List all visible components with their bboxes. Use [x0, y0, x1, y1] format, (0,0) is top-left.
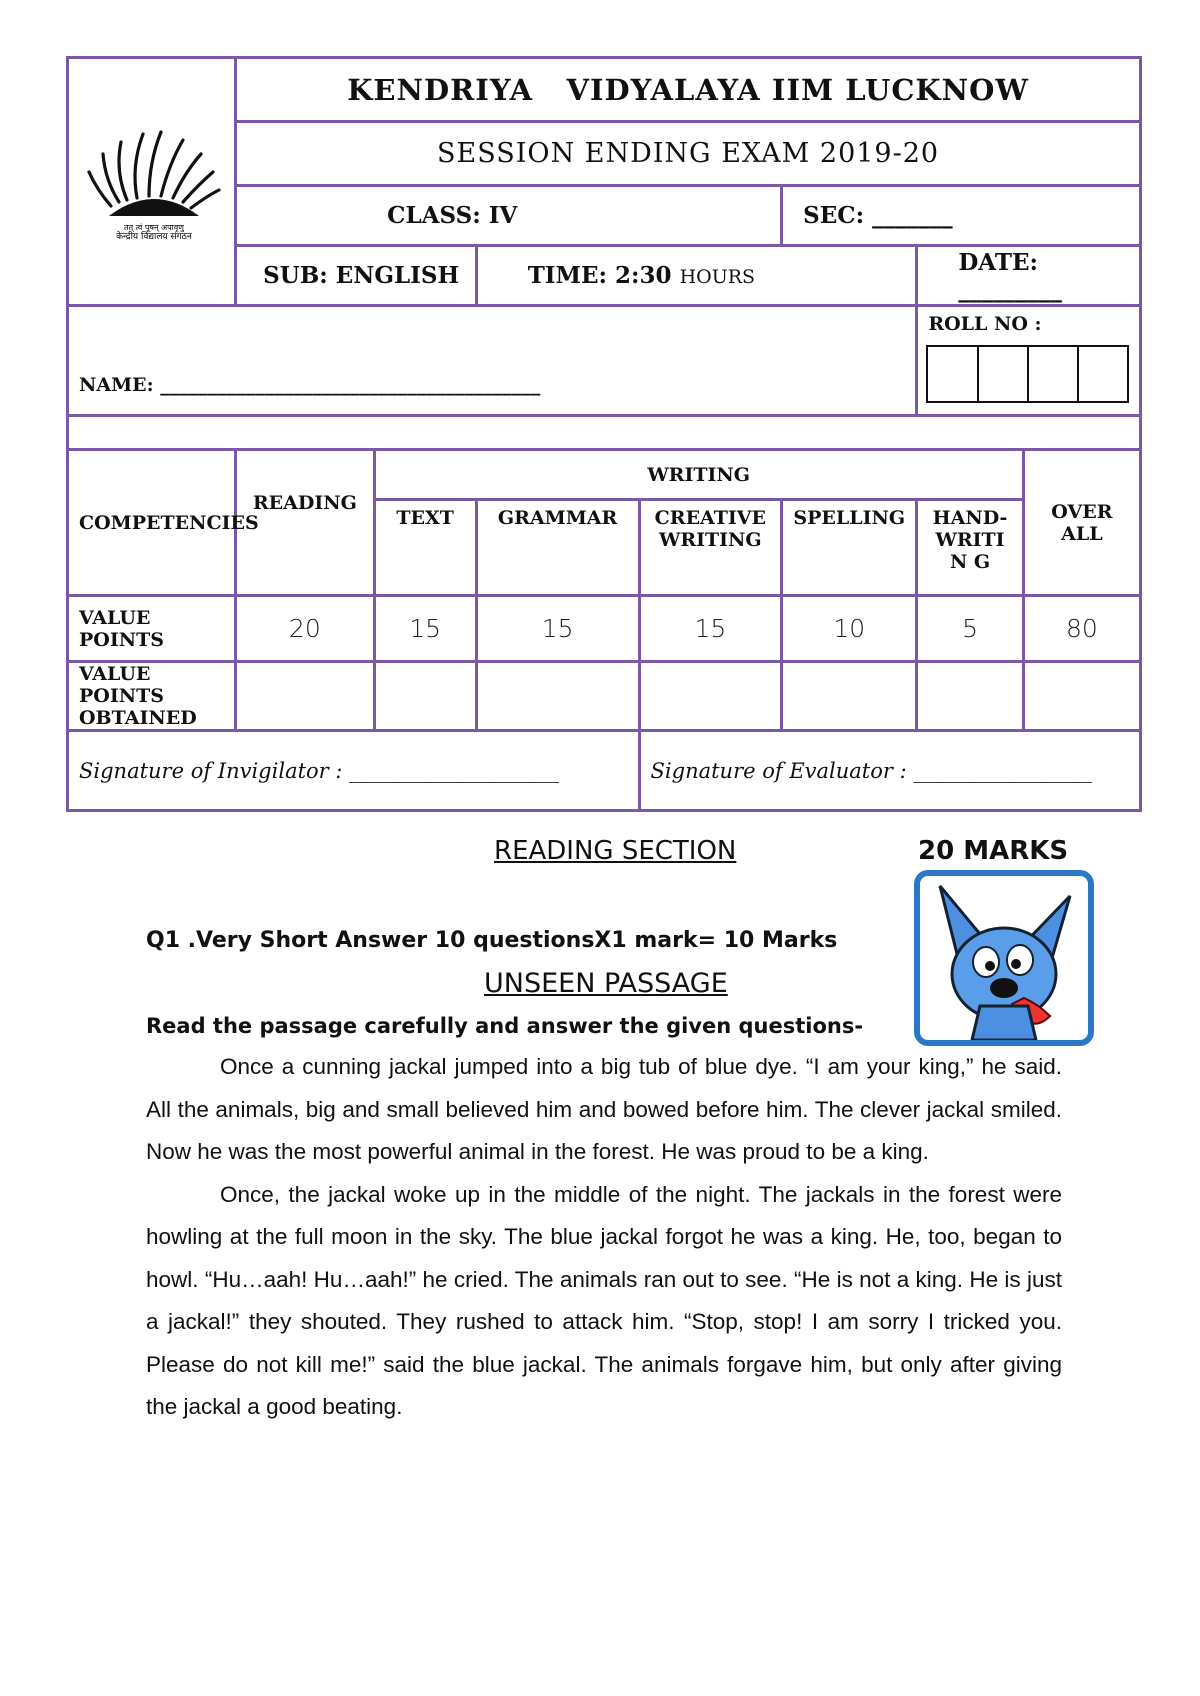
roll-box[interactable]	[1027, 345, 1079, 403]
time-label: TIME: 2:30	[527, 262, 672, 289]
grammar-header: GRAMMAR	[476, 500, 639, 596]
svg-text:तत् त्वं पूषन् अपावृणु: तत् त्वं पूषन् अपावृणु	[124, 222, 184, 232]
overall-header: OVER ALL	[1023, 450, 1140, 596]
passage-paragraph-2: Once, the jackal woke up in the middle of the night. The jackals in the forest were howling at the full moon in the sky. The blue jackal forgot he was a king. He, too, began to howl. “Hu…aah! Hu…aah!” he cried. The animals ran out to see. “He is not a king. He is just a jackal!” they shouted. They rushed to attack him. “Stop, stop! I am sorry I tricked you. Please do not kill me!” said the blue jackal. The animals forgave him, but only after giving the jackal a good beating.	[146, 1181, 1062, 1419]
competencies-label: COMPETENCIES	[68, 450, 236, 596]
roll-no-label: ROLL NO :	[928, 313, 1042, 335]
obtained-cell[interactable]	[639, 662, 782, 731]
obtained-cell[interactable]	[917, 662, 1023, 731]
text-header: TEXT	[374, 500, 476, 596]
value-spelling: 10	[782, 596, 917, 662]
reading-section-title: READING SECTION	[494, 836, 737, 866]
blue-jackal-illustration	[914, 870, 1094, 1046]
spacer-row	[68, 416, 1141, 450]
value-reading: 20	[236, 596, 374, 662]
question-1: Q1 .Very Short Answer 10 questionsX1 mark= 10 Marks	[146, 928, 838, 953]
roll-no-boxes[interactable]	[928, 345, 1129, 403]
svg-text:केन्द्रीय विद्यालय संगठन: केन्द्रीय विद्यालय संगठन	[116, 231, 192, 240]
subject-field: SUB: ENGLISH	[236, 246, 477, 306]
value-points-obtained-label: VALUE POINTS OBTAINED	[68, 662, 236, 731]
date-field: DATE: _________	[917, 246, 1141, 306]
session-title: SESSION ENDING EXAM 2019-20	[236, 122, 1141, 186]
unseen-passage-title: UNSEEN PASSAGE	[484, 968, 728, 999]
value-grammar: 15	[476, 596, 639, 662]
value-overall: 80	[1023, 596, 1140, 662]
roll-box[interactable]	[977, 345, 1029, 403]
obtained-cell[interactable]	[782, 662, 917, 731]
handwriting-header: HAND-WRITIN G	[917, 500, 1023, 596]
invigilator-signature: Signature of Invigilator : ____________________	[68, 731, 640, 811]
roll-box[interactable]	[926, 345, 978, 403]
obtained-cell[interactable]	[476, 662, 639, 731]
obtained-cell[interactable]	[236, 662, 374, 731]
section-field: SEC: _______	[782, 186, 1141, 246]
kvs-logo	[79, 120, 229, 240]
roll-box[interactable]	[1077, 345, 1129, 403]
class-field: CLASS: IV	[236, 186, 782, 246]
roll-no-field	[917, 306, 1141, 416]
obtained-cell[interactable]	[374, 662, 476, 731]
creative-writing-header: CREATIVE WRITING	[639, 500, 782, 596]
passage-paragraph-1: Once a cunning jackal jumped into a big tub of blue dye. “I am your king,” he said. All the animals, big and small believed him and bowed before him. The clever jackal smiled. Now he was the most powerful animal in the forest. He was proud to be a king.	[146, 1054, 1062, 1164]
obtained-cell[interactable]	[1023, 662, 1140, 731]
value-points-label: VALUE POINTS	[68, 596, 236, 662]
value-handwriting: 5	[917, 596, 1023, 662]
reading-header: READING	[236, 450, 374, 596]
time-field	[476, 246, 917, 306]
name-field: NAME: ________________________________________	[68, 306, 917, 416]
passage	[146, 1046, 1062, 1429]
value-text: 15	[374, 596, 476, 662]
instruction: Read the passage carefully and answer the given questions-	[146, 1014, 864, 1038]
header-table	[66, 56, 1142, 812]
evaluator-signature: Signature of Evaluator : _________________	[639, 731, 1140, 811]
spelling-header: SPELLING	[782, 500, 917, 596]
value-creative-writing: 15	[639, 596, 782, 662]
time-unit: HOURS	[679, 266, 756, 288]
school-name: KENDRIYA VIDYALAYA IIM LUCKNOW	[236, 58, 1141, 122]
section-marks: 20 MARKS	[918, 836, 1069, 866]
writing-header: WRITING	[374, 450, 1023, 500]
logo-cell	[68, 58, 236, 306]
